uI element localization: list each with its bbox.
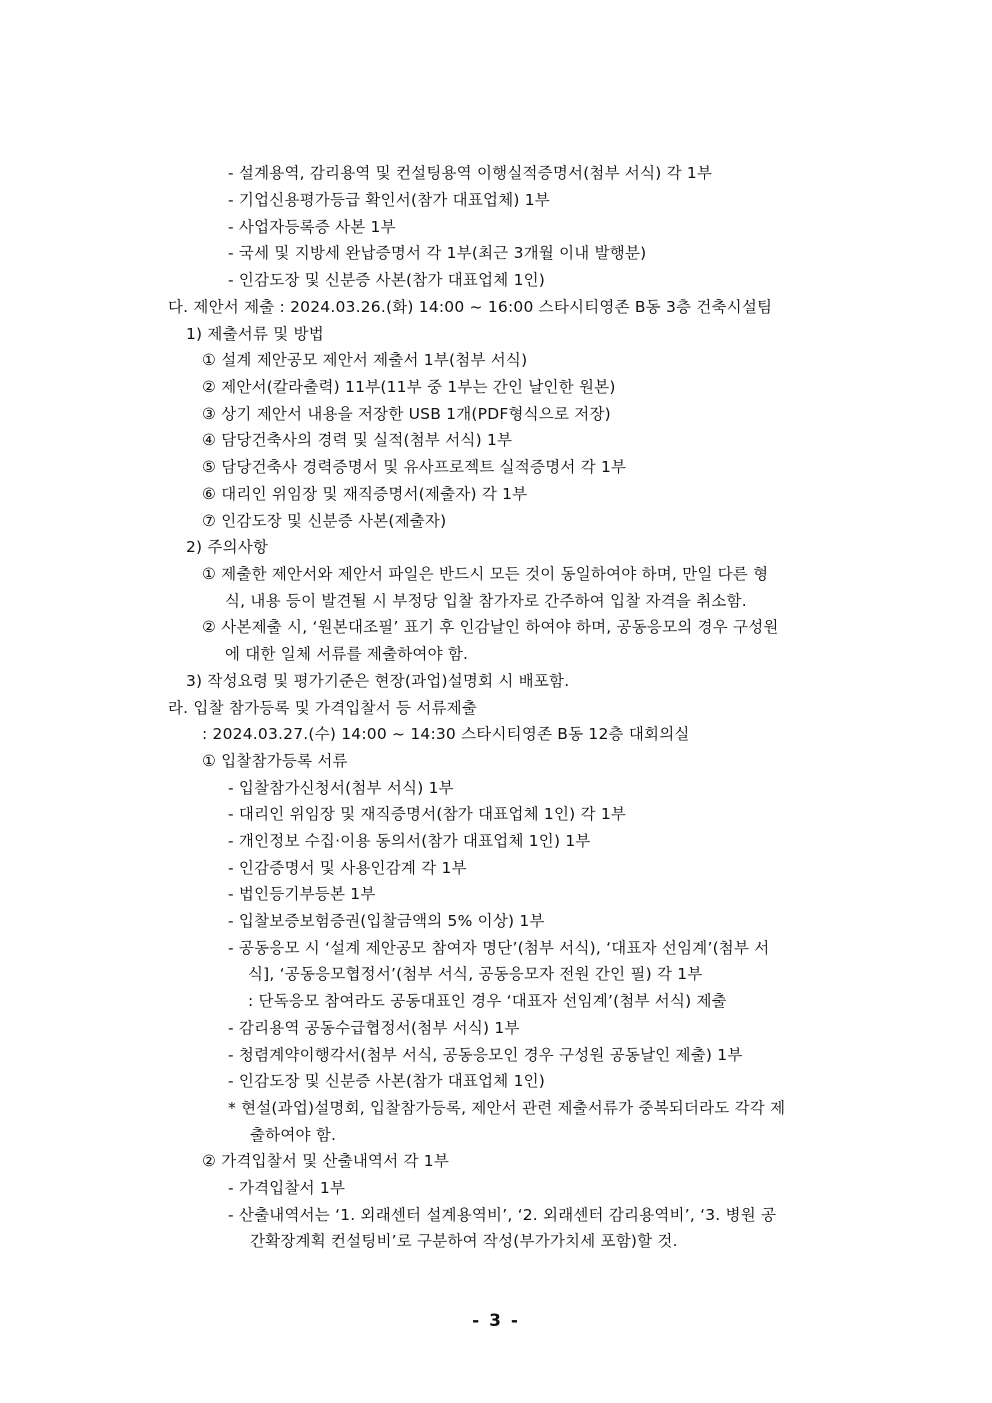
text-note: : 단독응모 참여라도 공동대표인 경우 ‘대표자 선임계’(첨부 서식) 제출 <box>248 992 727 1010</box>
text-line: ③ 상기 제안서 내용을 저장한 USB 1개(PDF형식으로 저장) <box>202 405 611 423</box>
section-heading: 다. 제안서 제출 : 2024.03.26.(화) 14:00 ~ 16:00 스타시티영존 B동 3층 건축시설팀 <box>168 298 773 316</box>
text-line-continued: 출하여야 함. <box>250 1126 337 1144</box>
text-line: : 2024.03.27.(수) 14:00 ~ 14:30 스타시티영존 B동 12층 대회의실 <box>202 725 690 743</box>
subsection-heading: 2) 주의사항 <box>186 538 269 556</box>
text-line-continued: 식], ‘공동응모협정서’(첨부 서식, 공동응모자 전원 간인 필) 각 1부 <box>248 965 703 983</box>
text-line: - 공동응모 시 ‘설계 제안공모 참여자 명단’(첨부 서식), ‘대표자 선임계’(첨부 서 <box>228 939 770 957</box>
text-line: - 사업자등록증 사본 1부 <box>228 218 396 236</box>
text-line: ② 제안서(칼라출력) 11부(11부 중 1부는 간인 날인한 원본) <box>202 378 616 396</box>
text-line: ② 사본제출 시, ‘원본대조필’ 표기 후 인감날인 하여야 하며, 공동응모의 경우 구성원 <box>202 618 779 636</box>
text-note: * 현설(과업)설명회, 입찰참가등록, 제안서 관련 제출서류가 중복되더라도 각각 제 <box>228 1099 786 1117</box>
text-line: ⑦ 인감도장 및 신분증 사본(제출자) <box>202 512 447 530</box>
text-line-continued: 에 대한 일체 서류를 제출하여야 함. <box>225 645 469 663</box>
text-line: ② 가격입찰서 및 산출내역서 각 1부 <box>202 1152 450 1170</box>
text-line: ④ 담당건축사의 경력 및 실적(첨부 서식) 1부 <box>202 431 513 449</box>
text-line: - 국세 및 지방세 완납증명서 각 1부(최근 3개월 이내 발행분) <box>228 244 647 262</box>
text-line-continued: 간확장계획 컨설팅비’로 구분하여 작성(부가가치세 포함)할 것. <box>250 1232 678 1250</box>
text-line: ⑤ 담당건축사 경력증명서 및 유사프로젝트 실적증명서 각 1부 <box>202 458 627 476</box>
text-line-continued: 식, 내용 등이 발견될 시 부정당 입찰 참가자로 간주하여 입찰 자격을 취소함. <box>225 592 747 610</box>
subsection-heading: 3) 작성요령 및 평가기준은 현장(과업)설명회 시 배포함. <box>186 672 570 690</box>
text-line: - 인감도장 및 신분증 사본(참가 대표업체 1인) <box>228 1072 546 1090</box>
text-line: - 인감증명서 및 사용인감계 각 1부 <box>228 859 467 877</box>
text-line: - 대리인 위임장 및 재직증명서(참가 대표업체 1인) 각 1부 <box>228 805 627 823</box>
text-line: - 청렴계약이행각서(첨부 서식, 공동응모인 경우 구성원 공동날인 제출) 1부 <box>228 1046 743 1064</box>
text-line: - 법인등기부등본 1부 <box>228 885 376 903</box>
text-line: - 설계용역, 감리용역 및 컨설팅용역 이행실적증명서(첨부 서식) 각 1부 <box>228 164 713 182</box>
text-line: - 입찰보증보험증권(입찰금액의 5% 이상) 1부 <box>228 912 545 930</box>
page-number: - 3 - <box>472 1311 520 1331</box>
text-line: ⑥ 대리인 위임장 및 재직증명서(제출자) 각 1부 <box>202 485 528 503</box>
text-line: ① 제출한 제안서와 제안서 파일은 반드시 모든 것이 동일하여야 하며, 만일 다른 형 <box>202 565 769 583</box>
text-line: ① 설계 제안공모 제안서 제출서 1부(첨부 서식) <box>202 351 528 369</box>
text-line: - 감리용역 공동수급협정서(첨부 서식) 1부 <box>228 1019 520 1037</box>
text-line: - 입찰참가신청서(첨부 서식) 1부 <box>228 779 454 797</box>
section-heading: 라. 입찰 참가등록 및 가격입찰서 등 서류제출 <box>168 699 478 717</box>
text-line: - 개인정보 수집·이용 동의서(참가 대표업체 1인) 1부 <box>228 832 591 850</box>
subsection-heading: 1) 제출서류 및 방법 <box>186 325 324 343</box>
text-line: - 기업신용평가등급 확인서(참가 대표업체) 1부 <box>228 191 550 209</box>
text-line: - 가격입찰서 1부 <box>228 1179 346 1197</box>
text-line: - 산출내역서는 ‘1. 외래센터 설계용역비’, ‘2. 외래센터 감리용역비’, ‘3. 병원 공 <box>228 1206 777 1224</box>
text-line: ① 입찰참가등록 서류 <box>202 752 348 770</box>
text-line: - 인감도장 및 신분증 사본(참가 대표업체 1인) <box>228 271 546 289</box>
